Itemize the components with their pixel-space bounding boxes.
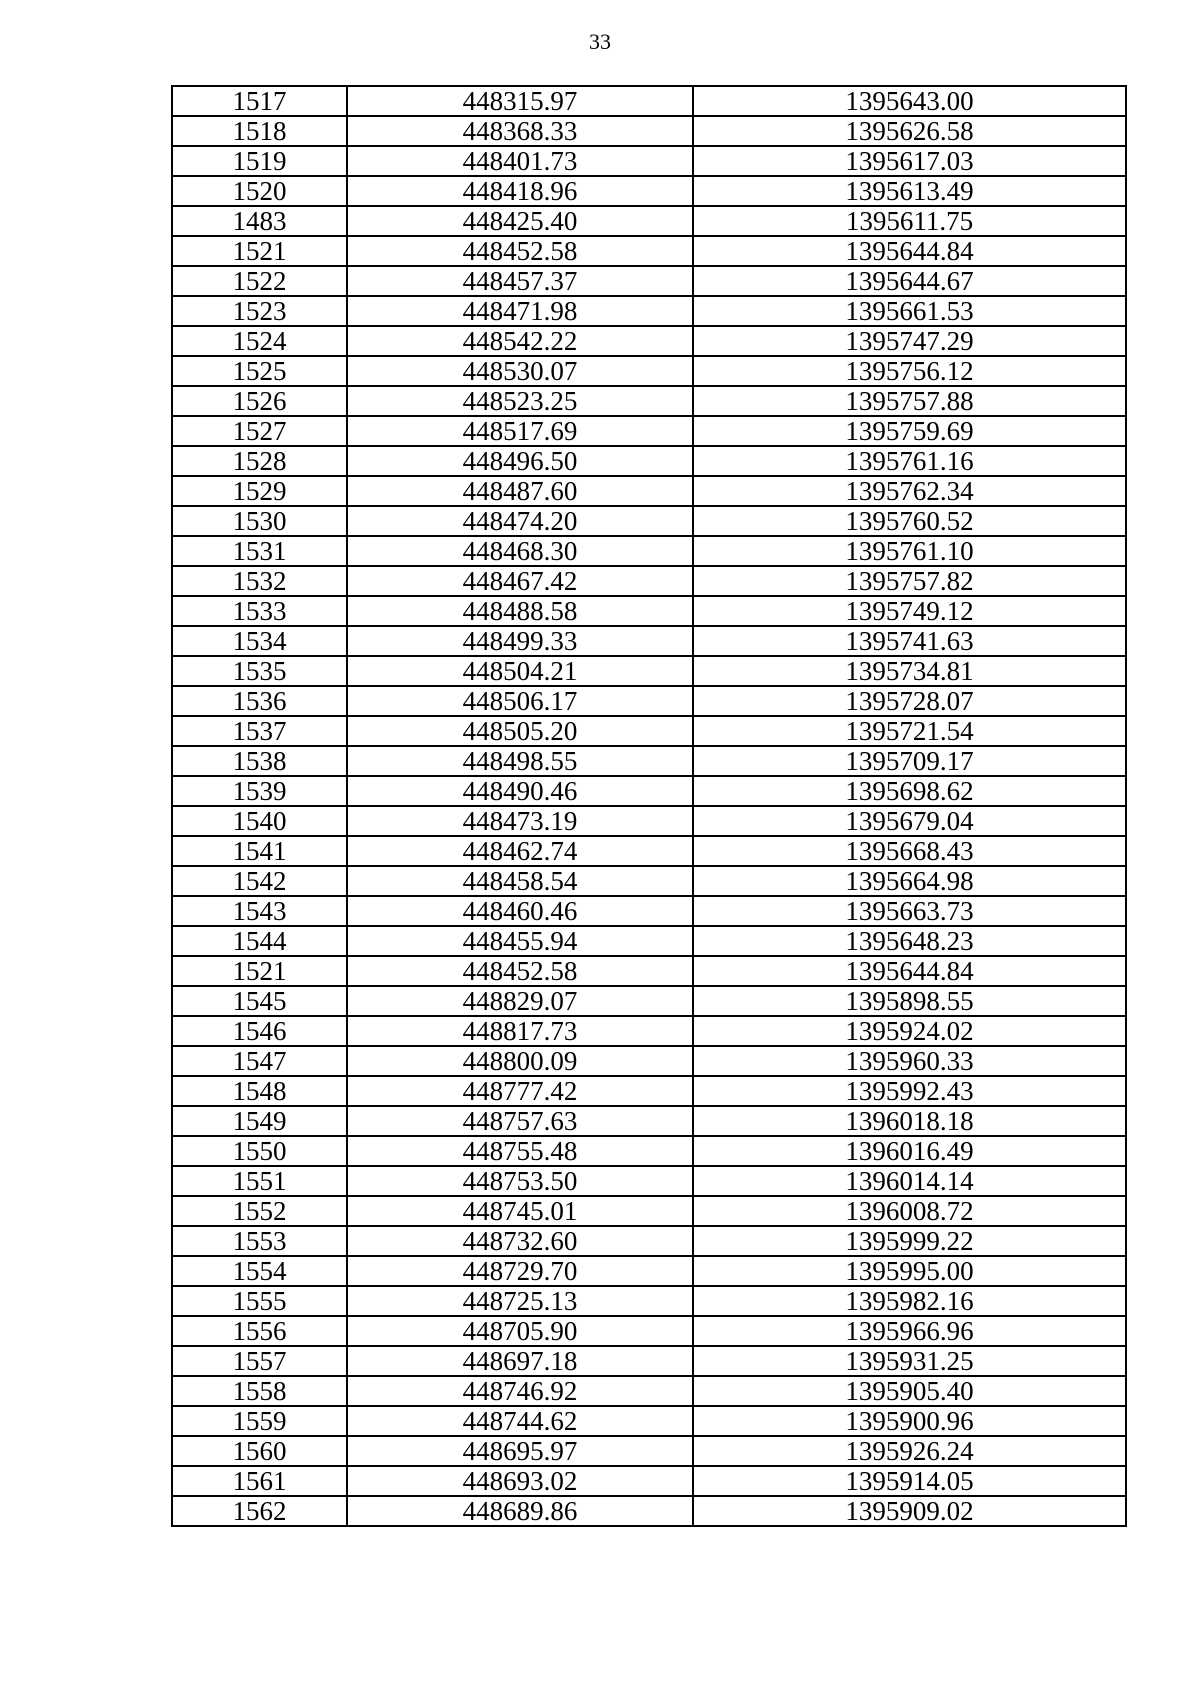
y-coordinate-cell: 1395661.53 bbox=[693, 296, 1126, 326]
point-number-cell: 1545 bbox=[172, 986, 347, 1016]
point-number-cell: 1521 bbox=[172, 956, 347, 986]
x-coordinate-cell: 448732.60 bbox=[347, 1226, 693, 1256]
table-row bbox=[172, 1076, 1126, 1106]
y-coordinate-cell: 1395679.04 bbox=[693, 806, 1126, 836]
table-row bbox=[172, 1166, 1126, 1196]
point-number-cell: 1524 bbox=[172, 326, 347, 356]
x-coordinate-cell: 448697.18 bbox=[347, 1346, 693, 1376]
table-row bbox=[172, 296, 1126, 326]
point-number-cell: 1558 bbox=[172, 1376, 347, 1406]
y-coordinate-cell: 1395611.75 bbox=[693, 206, 1126, 236]
point-number-cell: 1525 bbox=[172, 356, 347, 386]
y-coordinate-cell: 1395747.29 bbox=[693, 326, 1126, 356]
x-coordinate-cell: 448455.94 bbox=[347, 926, 693, 956]
table-row bbox=[172, 1406, 1126, 1436]
table-row bbox=[172, 416, 1126, 446]
point-number-cell: 1539 bbox=[172, 776, 347, 806]
x-coordinate-cell: 448488.58 bbox=[347, 596, 693, 626]
point-number-cell: 1518 bbox=[172, 116, 347, 146]
y-coordinate-cell: 1395728.07 bbox=[693, 686, 1126, 716]
x-coordinate-cell: 448800.09 bbox=[347, 1046, 693, 1076]
x-coordinate-cell: 448462.74 bbox=[347, 836, 693, 866]
x-coordinate-cell: 448473.19 bbox=[347, 806, 693, 836]
x-coordinate-cell: 448467.42 bbox=[347, 566, 693, 596]
table-row bbox=[172, 356, 1126, 386]
table-row bbox=[172, 206, 1126, 236]
x-coordinate-cell: 448506.17 bbox=[347, 686, 693, 716]
x-coordinate-cell: 448817.73 bbox=[347, 1016, 693, 1046]
y-coordinate-cell: 1395613.49 bbox=[693, 176, 1126, 206]
y-coordinate-cell: 1395644.84 bbox=[693, 236, 1126, 266]
point-number-cell: 1550 bbox=[172, 1136, 347, 1166]
point-number-cell: 1546 bbox=[172, 1016, 347, 1046]
x-coordinate-cell: 448542.22 bbox=[347, 326, 693, 356]
point-number-cell: 1552 bbox=[172, 1196, 347, 1226]
point-number-cell: 1519 bbox=[172, 146, 347, 176]
x-coordinate-cell: 448729.70 bbox=[347, 1256, 693, 1286]
point-number-cell: 1555 bbox=[172, 1286, 347, 1316]
y-coordinate-cell: 1395757.88 bbox=[693, 386, 1126, 416]
table-row bbox=[172, 806, 1126, 836]
y-coordinate-cell: 1395644.67 bbox=[693, 266, 1126, 296]
point-number-cell: 1553 bbox=[172, 1226, 347, 1256]
y-coordinate-cell: 1395960.33 bbox=[693, 1046, 1126, 1076]
point-number-cell: 1526 bbox=[172, 386, 347, 416]
table-row bbox=[172, 1436, 1126, 1466]
table-row bbox=[172, 536, 1126, 566]
table-row bbox=[172, 266, 1126, 296]
x-coordinate-cell: 448705.90 bbox=[347, 1316, 693, 1346]
y-coordinate-cell: 1395762.34 bbox=[693, 476, 1126, 506]
table-row bbox=[172, 236, 1126, 266]
x-coordinate-cell: 448689.86 bbox=[347, 1496, 693, 1526]
x-coordinate-cell: 448505.20 bbox=[347, 716, 693, 746]
point-number-cell: 1483 bbox=[172, 206, 347, 236]
point-number-cell: 1527 bbox=[172, 416, 347, 446]
y-coordinate-cell: 1396008.72 bbox=[693, 1196, 1126, 1226]
table-row bbox=[172, 626, 1126, 656]
point-number-cell: 1548 bbox=[172, 1076, 347, 1106]
point-number-cell: 1535 bbox=[172, 656, 347, 686]
y-coordinate-cell: 1395664.98 bbox=[693, 866, 1126, 896]
point-number-cell: 1559 bbox=[172, 1406, 347, 1436]
y-coordinate-cell: 1395924.02 bbox=[693, 1016, 1126, 1046]
x-coordinate-cell: 448315.97 bbox=[347, 86, 693, 116]
coordinates-table-body bbox=[172, 86, 1126, 1526]
point-number-cell: 1517 bbox=[172, 86, 347, 116]
point-number-cell: 1520 bbox=[172, 176, 347, 206]
y-coordinate-cell: 1396018.18 bbox=[693, 1106, 1126, 1136]
y-coordinate-cell: 1395995.00 bbox=[693, 1256, 1126, 1286]
point-number-cell: 1523 bbox=[172, 296, 347, 326]
point-number-cell: 1549 bbox=[172, 1106, 347, 1136]
point-number-cell: 1538 bbox=[172, 746, 347, 776]
point-number-cell: 1522 bbox=[172, 266, 347, 296]
table-row bbox=[172, 1256, 1126, 1286]
point-number-cell: 1556 bbox=[172, 1316, 347, 1346]
y-coordinate-cell: 1395905.40 bbox=[693, 1376, 1126, 1406]
point-number-cell: 1541 bbox=[172, 836, 347, 866]
table-row bbox=[172, 836, 1126, 866]
y-coordinate-cell: 1395900.96 bbox=[693, 1406, 1126, 1436]
x-coordinate-cell: 448490.46 bbox=[347, 776, 693, 806]
table-row bbox=[172, 446, 1126, 476]
point-number-cell: 1554 bbox=[172, 1256, 347, 1286]
x-coordinate-cell: 448829.07 bbox=[347, 986, 693, 1016]
y-coordinate-cell: 1395759.69 bbox=[693, 416, 1126, 446]
y-coordinate-cell: 1395734.81 bbox=[693, 656, 1126, 686]
point-number-cell: 1561 bbox=[172, 1466, 347, 1496]
y-coordinate-cell: 1395999.22 bbox=[693, 1226, 1126, 1256]
table-row bbox=[172, 656, 1126, 686]
point-number-cell: 1540 bbox=[172, 806, 347, 836]
y-coordinate-cell: 1396016.49 bbox=[693, 1136, 1126, 1166]
y-coordinate-cell: 1395749.12 bbox=[693, 596, 1126, 626]
coordinates-table bbox=[171, 85, 1127, 1527]
x-coordinate-cell: 448530.07 bbox=[347, 356, 693, 386]
table-row bbox=[172, 716, 1126, 746]
x-coordinate-cell: 448496.50 bbox=[347, 446, 693, 476]
x-coordinate-cell: 448725.13 bbox=[347, 1286, 693, 1316]
table-row bbox=[172, 1016, 1126, 1046]
y-coordinate-cell: 1395644.84 bbox=[693, 956, 1126, 986]
x-coordinate-cell: 448753.50 bbox=[347, 1166, 693, 1196]
x-coordinate-cell: 448517.69 bbox=[347, 416, 693, 446]
y-coordinate-cell: 1395709.17 bbox=[693, 746, 1126, 776]
x-coordinate-cell: 448401.73 bbox=[347, 146, 693, 176]
point-number-cell: 1530 bbox=[172, 506, 347, 536]
table-row bbox=[172, 326, 1126, 356]
point-number-cell: 1536 bbox=[172, 686, 347, 716]
x-coordinate-cell: 448693.02 bbox=[347, 1466, 693, 1496]
table-row bbox=[172, 1046, 1126, 1076]
point-number-cell: 1542 bbox=[172, 866, 347, 896]
x-coordinate-cell: 448504.21 bbox=[347, 656, 693, 686]
y-coordinate-cell: 1395761.16 bbox=[693, 446, 1126, 476]
table-row bbox=[172, 1496, 1126, 1526]
y-coordinate-cell: 1395982.16 bbox=[693, 1286, 1126, 1316]
table-row bbox=[172, 1136, 1126, 1166]
x-coordinate-cell: 448755.48 bbox=[347, 1136, 693, 1166]
y-coordinate-cell: 1395663.73 bbox=[693, 896, 1126, 926]
table-row bbox=[172, 146, 1126, 176]
table-row bbox=[172, 926, 1126, 956]
y-coordinate-cell: 1395926.24 bbox=[693, 1436, 1126, 1466]
y-coordinate-cell: 1395761.10 bbox=[693, 536, 1126, 566]
table-row bbox=[172, 1196, 1126, 1226]
table-row bbox=[172, 986, 1126, 1016]
table-row bbox=[172, 1346, 1126, 1376]
point-number-cell: 1547 bbox=[172, 1046, 347, 1076]
y-coordinate-cell: 1396014.14 bbox=[693, 1166, 1126, 1196]
x-coordinate-cell: 448457.37 bbox=[347, 266, 693, 296]
table-row bbox=[172, 386, 1126, 416]
y-coordinate-cell: 1395617.03 bbox=[693, 146, 1126, 176]
y-coordinate-cell: 1395756.12 bbox=[693, 356, 1126, 386]
point-number-cell: 1544 bbox=[172, 926, 347, 956]
table-row bbox=[172, 86, 1126, 116]
point-number-cell: 1551 bbox=[172, 1166, 347, 1196]
table-row bbox=[172, 1316, 1126, 1346]
x-coordinate-cell: 448368.33 bbox=[347, 116, 693, 146]
point-number-cell: 1532 bbox=[172, 566, 347, 596]
table-row bbox=[172, 686, 1126, 716]
x-coordinate-cell: 448468.30 bbox=[347, 536, 693, 566]
x-coordinate-cell: 448757.63 bbox=[347, 1106, 693, 1136]
point-number-cell: 1560 bbox=[172, 1436, 347, 1466]
point-number-cell: 1534 bbox=[172, 626, 347, 656]
point-number-cell: 1533 bbox=[172, 596, 347, 626]
y-coordinate-cell: 1395668.43 bbox=[693, 836, 1126, 866]
point-number-cell: 1531 bbox=[172, 536, 347, 566]
x-coordinate-cell: 448418.96 bbox=[347, 176, 693, 206]
page-number: 33 bbox=[589, 29, 611, 54]
table-row bbox=[172, 1286, 1126, 1316]
y-coordinate-cell: 1395721.54 bbox=[693, 716, 1126, 746]
point-number-cell: 1529 bbox=[172, 476, 347, 506]
point-number-cell: 1557 bbox=[172, 1346, 347, 1376]
table-row bbox=[172, 746, 1126, 776]
y-coordinate-cell: 1395760.52 bbox=[693, 506, 1126, 536]
x-coordinate-cell: 448425.40 bbox=[347, 206, 693, 236]
table-row bbox=[172, 1376, 1126, 1406]
point-number-cell: 1543 bbox=[172, 896, 347, 926]
y-coordinate-cell: 1395626.58 bbox=[693, 116, 1126, 146]
table-row bbox=[172, 1106, 1126, 1136]
y-coordinate-cell: 1395931.25 bbox=[693, 1346, 1126, 1376]
table-row bbox=[172, 776, 1126, 806]
table-row bbox=[172, 866, 1126, 896]
x-coordinate-cell: 448471.98 bbox=[347, 296, 693, 326]
table-row bbox=[172, 596, 1126, 626]
point-number-cell: 1537 bbox=[172, 716, 347, 746]
x-coordinate-cell: 448452.58 bbox=[347, 956, 693, 986]
x-coordinate-cell: 448499.33 bbox=[347, 626, 693, 656]
y-coordinate-cell: 1395909.02 bbox=[693, 1496, 1126, 1526]
table-row bbox=[172, 1466, 1126, 1496]
x-coordinate-cell: 448744.62 bbox=[347, 1406, 693, 1436]
table-row bbox=[172, 956, 1126, 986]
point-number-cell: 1528 bbox=[172, 446, 347, 476]
table-row bbox=[172, 176, 1126, 206]
y-coordinate-cell: 1395648.23 bbox=[693, 926, 1126, 956]
y-coordinate-cell: 1395698.62 bbox=[693, 776, 1126, 806]
point-number-cell: 1521 bbox=[172, 236, 347, 266]
x-coordinate-cell: 448745.01 bbox=[347, 1196, 693, 1226]
table-row bbox=[172, 566, 1126, 596]
table-row bbox=[172, 1226, 1126, 1256]
x-coordinate-cell: 448458.54 bbox=[347, 866, 693, 896]
table-row bbox=[172, 506, 1126, 536]
table-row bbox=[172, 476, 1126, 506]
x-coordinate-cell: 448498.55 bbox=[347, 746, 693, 776]
y-coordinate-cell: 1395966.96 bbox=[693, 1316, 1126, 1346]
table-row bbox=[172, 896, 1126, 926]
x-coordinate-cell: 448695.97 bbox=[347, 1436, 693, 1466]
x-coordinate-cell: 448452.58 bbox=[347, 236, 693, 266]
x-coordinate-cell: 448474.20 bbox=[347, 506, 693, 536]
table-row bbox=[172, 116, 1126, 146]
x-coordinate-cell: 448523.25 bbox=[347, 386, 693, 416]
y-coordinate-cell: 1395898.55 bbox=[693, 986, 1126, 1016]
y-coordinate-cell: 1395992.43 bbox=[693, 1076, 1126, 1106]
y-coordinate-cell: 1395914.05 bbox=[693, 1466, 1126, 1496]
x-coordinate-cell: 448746.92 bbox=[347, 1376, 693, 1406]
point-number-cell: 1562 bbox=[172, 1496, 347, 1526]
y-coordinate-cell: 1395741.63 bbox=[693, 626, 1126, 656]
x-coordinate-cell: 448777.42 bbox=[347, 1076, 693, 1106]
y-coordinate-cell: 1395757.82 bbox=[693, 566, 1126, 596]
x-coordinate-cell: 448460.46 bbox=[347, 896, 693, 926]
x-coordinate-cell: 448487.60 bbox=[347, 476, 693, 506]
y-coordinate-cell: 1395643.00 bbox=[693, 86, 1126, 116]
